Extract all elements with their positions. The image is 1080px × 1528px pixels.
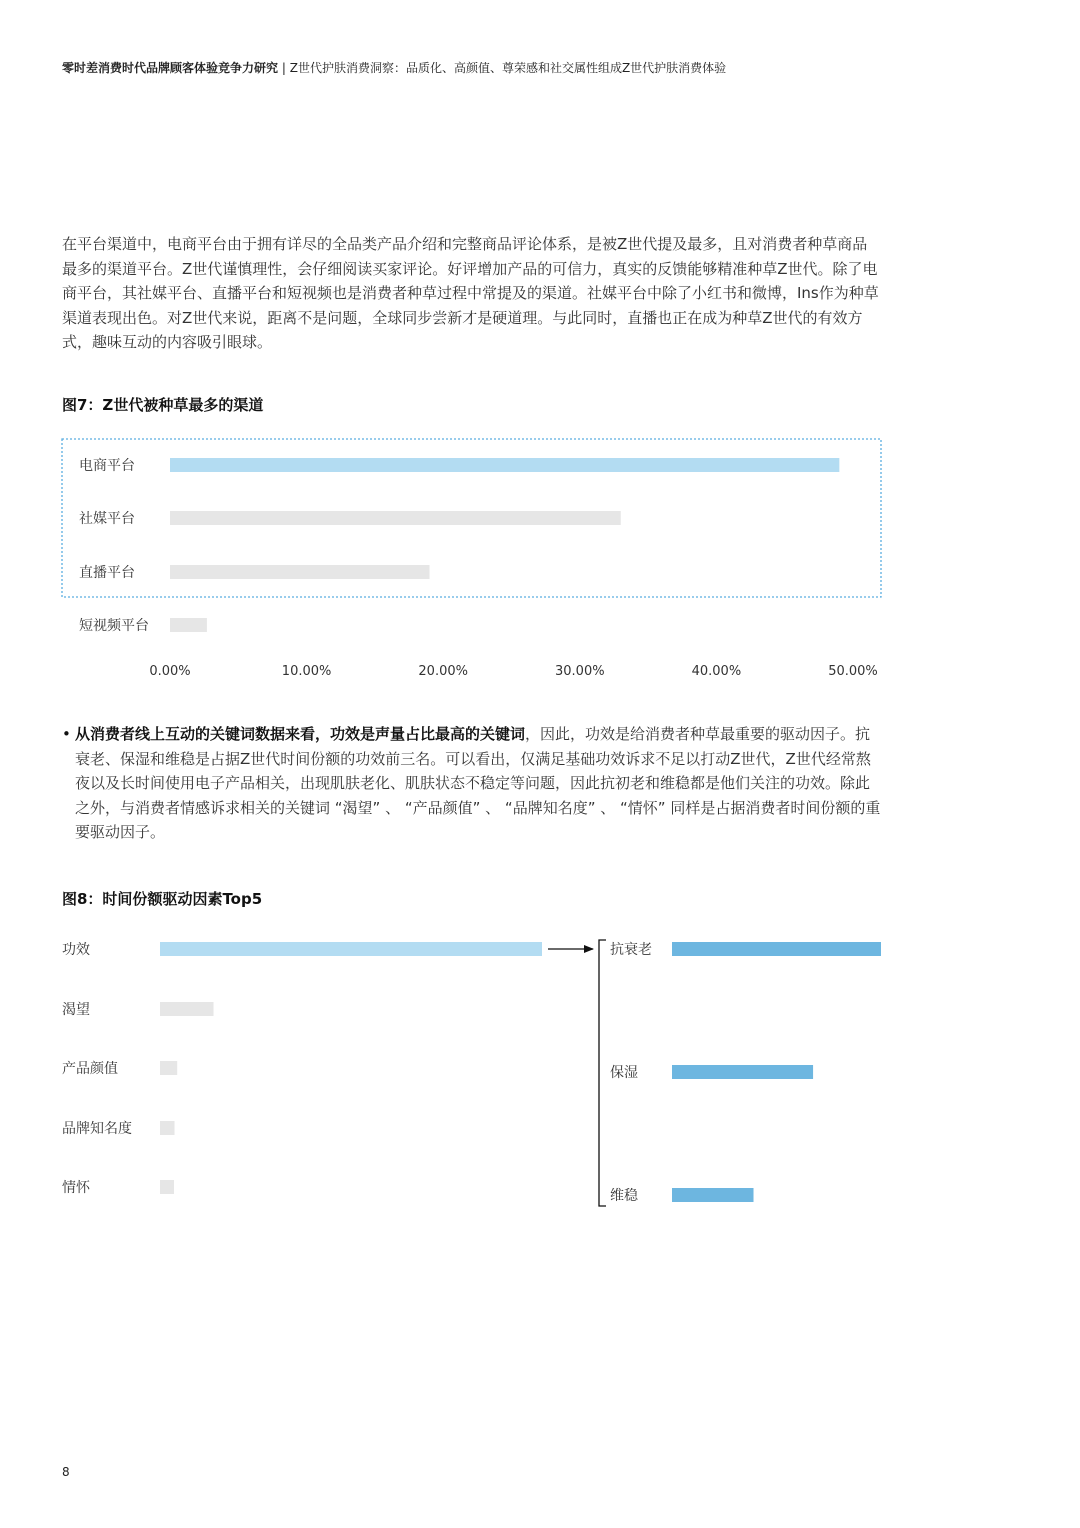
fig8-category-label-item-4: 品牌知名度	[62, 1121, 132, 1137]
figure8-title: 图8：时间份额驱动因素Top5	[62, 890, 263, 908]
fig8-sub-label-item-2: 保湿	[610, 1065, 638, 1081]
intro-paragraph: 在平台渠道中，电商平台由于拥有详尽的全品类产品介绍和完整商品评论体系，是被Z世代提及最多，且对消费者种草商品最多的渠道平台。Z世代谨慎理性，会仔细阅读买家评论。好评增加产品的可信力，真实的反馈能够精准种草Z世代。除了电商平台，其社媒平台、直播平台和短视频也是消费者种草过程中常提及的渠道。社媒平台中除了小红书和微博，Ins作为种草渠道表现出色。对Z世代来说，距离不是问题，全球同步尝新才是硬道理。与此同时，直播也正在成为种草Z世代的有效方式，趣味互动的内容吸引眼球。	[62, 235, 879, 352]
fig7-category-label-item-2: 社媒平台	[79, 511, 135, 527]
fig7-x-tick-item-5: 40.00%	[691, 664, 742, 679]
header-separator: |	[281, 61, 286, 75]
figure7-title: 图7：Z世代被种草最多的渠道	[62, 396, 264, 414]
fig7-x-tick-item-2: 10.00%	[281, 664, 332, 679]
fig8-bar-item-3	[160, 1061, 177, 1075]
fig8-sub-bar-item-3	[672, 1188, 754, 1202]
report-title: 零时差消费时代品牌顾客体验竞争力研究	[62, 61, 279, 75]
fig8-sub-bar-item-1	[672, 942, 881, 956]
fig7-category-label-item-3: 直播平台	[79, 565, 135, 581]
fig8-bar-item-1	[160, 942, 542, 956]
fig8-sub-label-item-1: 抗衰老	[610, 942, 652, 958]
fig7-category-label-item-1: 电商平台	[79, 458, 135, 474]
fig8-sub-bar-item-2	[672, 1065, 813, 1079]
fig8-bar-item-2	[160, 1002, 213, 1016]
fig7-x-tick-item-1: 0.00%	[149, 664, 191, 679]
fig8-category-label-item-2: 渴望	[62, 1002, 90, 1018]
fig7-x-tick-item-6: 50.00%	[828, 664, 878, 679]
fig8-sub-label-item-3: 维稳	[610, 1188, 638, 1204]
fig7-x-tick-item-3: 20.00%	[418, 664, 468, 679]
fig8-category-label-item-1: 功效	[62, 942, 90, 958]
bullet-dot: •	[62, 725, 71, 743]
chapter-title: Z世代护肤消费洞察：品质化、高颜值、尊荣感和社交属性组成Z世代护肤消费体验	[289, 61, 727, 75]
fig8-bar-item-4	[160, 1121, 175, 1135]
fig8-bar-item-5	[160, 1180, 174, 1194]
fig7-x-tick-item-4: 30.00%	[555, 664, 605, 679]
figure8-bracket	[599, 940, 606, 1206]
page-number: 8	[62, 1465, 70, 1479]
bullet-bold-text: 从消费者线上互动的关键词数据来看，功效是声量占比最高的关键词	[75, 725, 526, 743]
fig7-category-label-item-4: 短视频平台	[79, 618, 149, 634]
bullet-body-text: ，因此，功效是给消费者种草最重要的驱动因子。抗衰老、保湿和维稳是占据Z世代时间份额的功效前三名。可以看出，仅满足基础功效诉求不足以打动Z世代，Z世代经常熬夜以及长时间使用电子产品相关，出现肌肤老化、肌肤状态不稳定等问题，因此抗初老和维稳都是他们关注的功效。除此之外，与消费者情感诉求相关的关键词 “渴望” 、 “产品颜值” 、 “品牌知名度” 、 “情怀” 同样是占据消费者时间份额的重要驱动因子。	[75, 725, 881, 842]
fig8-category-label-item-5: 情怀	[62, 1180, 90, 1196]
fig8-category-label-item-3: 产品颜值	[62, 1061, 118, 1077]
